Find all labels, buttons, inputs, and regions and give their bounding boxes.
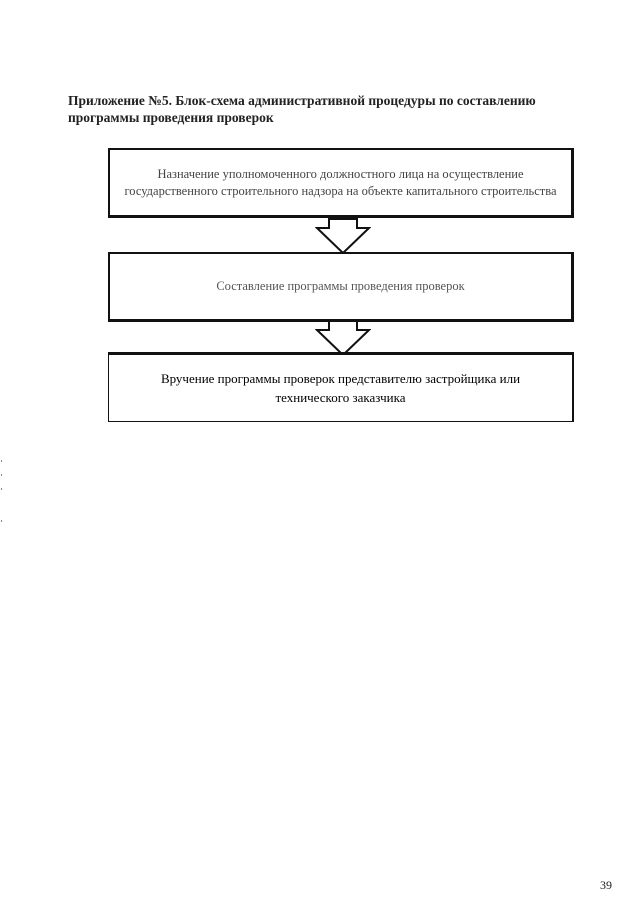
margin-mark (1, 488, 2, 490)
page-number: 39 (600, 878, 612, 892)
margin-mark (1, 520, 2, 522)
page-title: Приложение №5. Блок-схема административной процедуры по составлению программы проведения проверок (68, 93, 536, 125)
flowchart-step-2 (108, 252, 574, 322)
margin-mark (1, 460, 2, 462)
down-arrow-icon (315, 218, 371, 254)
flowchart-step-1 (108, 148, 574, 218)
flowchart-step-1-text: Назначение уполномоченного должностного лица на осуществление государственного строительного надзора на объекте капитального строительства (124, 166, 557, 198)
flowchart-step-3-text: Вручение программы проверок представителю застройщика или технического заказчика (160, 371, 521, 405)
margin-mark (1, 474, 2, 476)
flowchart-step-2-text: Составление программы проведения проверок (216, 279, 465, 293)
flowchart-step-3 (108, 352, 574, 422)
down-arrow-icon (315, 320, 371, 356)
